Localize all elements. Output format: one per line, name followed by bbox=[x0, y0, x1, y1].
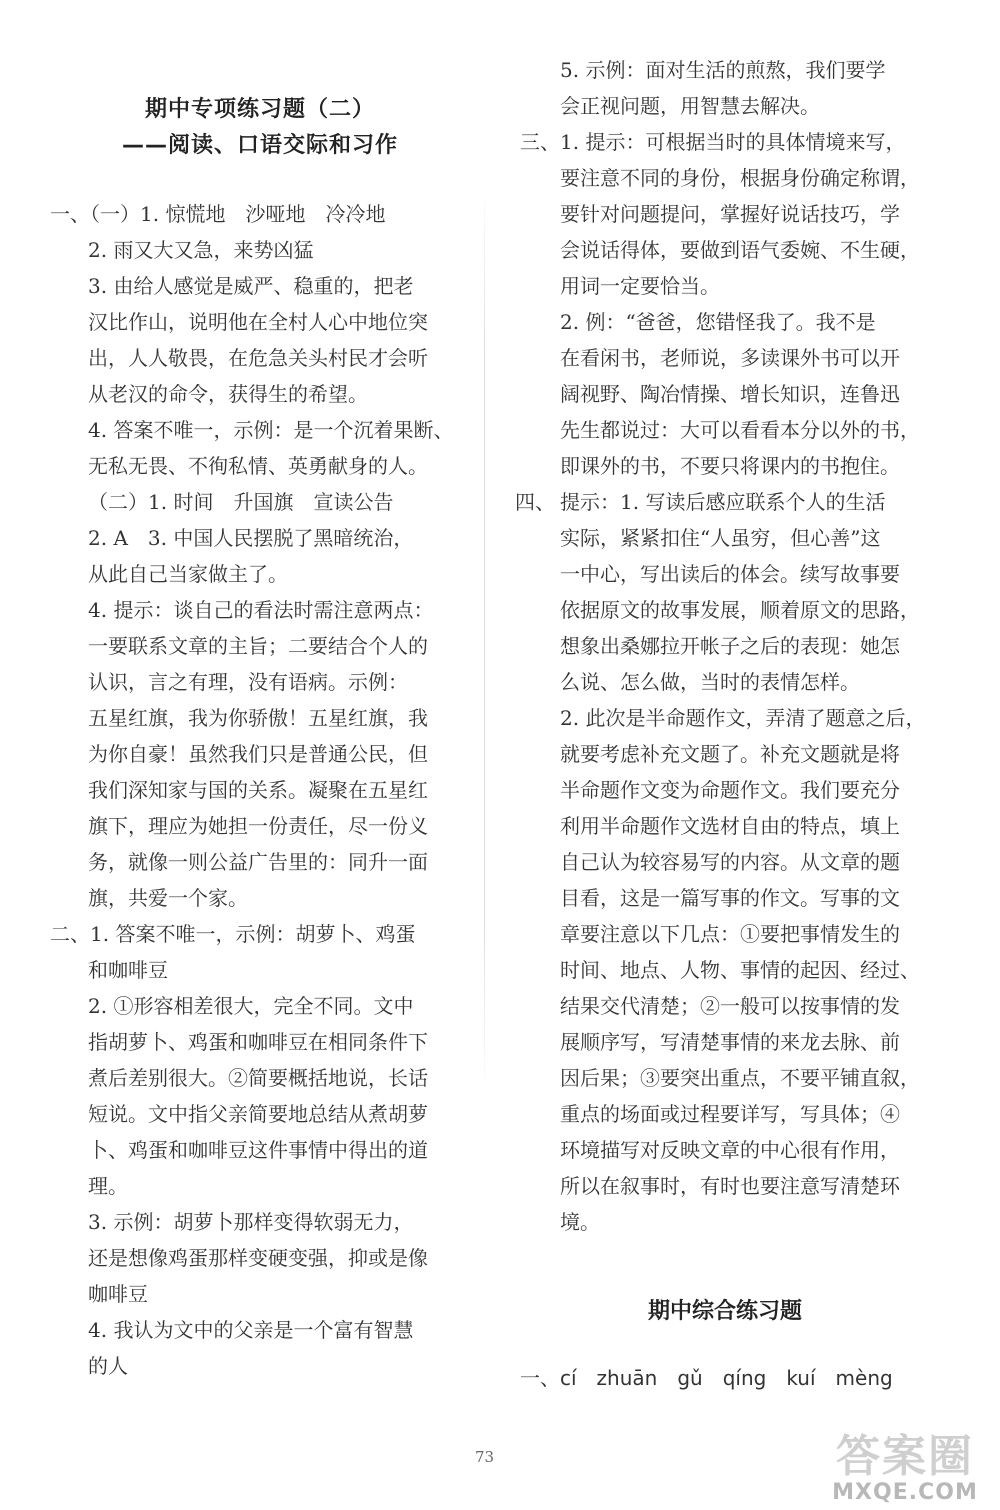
answer-line: 指胡萝卜、鸡蛋和咖啡豆在相同条件下 bbox=[88, 1030, 428, 1054]
answer-line: 2. ①形容相差很大，完全不同。文中 bbox=[88, 994, 414, 1018]
section-subtitle: ——阅读、口语交际和习作 bbox=[121, 133, 398, 158]
answer-line: 出，人人敬畏，在危急关头村民才会听 bbox=[88, 346, 428, 370]
answer-line: 5. 示例：面对生活的煎熬，我们要学 bbox=[560, 58, 886, 82]
answer-line: 半命题作文变为命题作文。我们要充分 bbox=[560, 778, 900, 802]
answer-line: 咖啡豆 bbox=[88, 1282, 148, 1306]
section-mark: 一、 bbox=[520, 1366, 560, 1390]
answer-line: 2. 雨又大又急，来势凶猛 bbox=[88, 238, 314, 262]
answer-line: 煮后差别很大。②简要概括地说，长话 bbox=[88, 1066, 428, 1090]
answer-line: 么说、怎么做，当时的表情怎样。 bbox=[560, 670, 860, 694]
answer-line: 会正视问题，用智慧去解决。 bbox=[560, 94, 820, 118]
section-title-midterm: 期中综合练习题 bbox=[647, 1299, 802, 1324]
answer-line: 短说。文中指父亲简要地总结从煮胡萝 bbox=[88, 1102, 428, 1126]
answer-line: 3. 由给人感觉是威严、稳重的，把老 bbox=[88, 274, 414, 298]
answer-line: 就要考虑补充文题了。补充文题就是将 bbox=[560, 742, 900, 766]
watermark-site: MXQE.COM bbox=[832, 1480, 978, 1505]
answer-line: 要注意不同的身份，根据身份确定称谓， bbox=[560, 166, 920, 190]
answer-line: 认识，言之有理，没有语病。示例： bbox=[88, 670, 408, 694]
answer-line: 一要联系文章的主旨；二要结合个人的 bbox=[88, 634, 428, 658]
answer-line: 实际，紧紧扣住“人虽穷，但心善”这 bbox=[560, 526, 881, 550]
answer-line: 想象出桑娜拉开帐子之后的表现：她怎 bbox=[560, 634, 900, 658]
answer-line: 即课外的书，不要只将课内的书抱住。 bbox=[560, 454, 900, 478]
answer-line: 时间、地点、人物、事情的起因、经过、 bbox=[560, 958, 920, 982]
section-title: 期中专项练习题（二） bbox=[144, 97, 375, 122]
answer-line: 依据原文的故事发展，顺着原文的思路， bbox=[560, 598, 920, 622]
answer-line: 为你自豪！虽然我们只是普通公民，但 bbox=[88, 742, 428, 766]
answer-line: 用词一定要恰当。 bbox=[560, 274, 720, 298]
answer-line: 一中心，写出读后的体会。续写故事要 bbox=[560, 562, 900, 586]
answer-line: 还是想像鸡蛋那样变硬变强，抑或是像 bbox=[88, 1246, 428, 1270]
answer-line: 从老汉的命令，获得生的希望。 bbox=[88, 382, 368, 406]
answer-line: （二）1. 时间 升国旗 宣读公告 bbox=[88, 490, 394, 514]
answer-line: 的人 bbox=[88, 1354, 128, 1378]
answer-line: 要针对问题提问，掌握好说话技巧，学 bbox=[560, 202, 900, 226]
answer-line: 在看闲书，老师说，多读课外书可以开 bbox=[560, 346, 900, 370]
answer-line: 环境描写对反映文章的中心很有作用， bbox=[560, 1138, 900, 1162]
answer-line: 务，就像一则公益广告里的：同升一面 bbox=[88, 850, 428, 874]
page-number: 73 bbox=[475, 1448, 495, 1466]
answer-line: 理。 bbox=[88, 1174, 128, 1198]
answer-line: 从此自己当家做主了。 bbox=[88, 562, 288, 586]
answer-line: 因后果；③要突出重点，不要平铺直叙， bbox=[560, 1066, 920, 1090]
answer-line: 重点的场面或过程要详写，写具体；④ bbox=[560, 1102, 900, 1126]
answer-line: 一、（一）1. 惊慌地 沙哑地 冷冷地 bbox=[50, 202, 386, 226]
answer-line: 目看，这是一篇写事的作文。写事的文 bbox=[560, 886, 900, 910]
answer-line: 自己认为较容易写的内容。从文章的题 bbox=[560, 850, 900, 874]
watermark bbox=[820, 1420, 990, 1505]
answer-line: 我们深知家与国的关系。凝聚在五星红 bbox=[88, 778, 428, 802]
watermark-logo: 答案圈 bbox=[836, 1431, 974, 1482]
answer-line: 2. 此次是半命题作文，弄清了题意之后， bbox=[560, 706, 926, 730]
answer-line: 先生都说过：大可以看看本分以外的书， bbox=[560, 418, 920, 442]
section-mark: 三、 bbox=[520, 130, 560, 154]
answer-line: 4. 答案不唯一，示例：是一个沉着果断、 bbox=[88, 418, 454, 442]
answer-line: 二、1. 答案不唯一，示例：胡萝卜、鸡蛋 bbox=[50, 922, 416, 946]
answer-line: 五星红旗，我为你骄傲！五星红旗，我 bbox=[88, 706, 428, 730]
answer-line: 和咖啡豆 bbox=[88, 958, 168, 982]
answer-line: 提示：1. 写读后感应联系个人的生活 bbox=[560, 490, 886, 514]
column-divider bbox=[484, 180, 485, 1100]
section-mark: 四、 bbox=[515, 490, 555, 514]
answer-line: 无私无畏、不徇私情、英勇献身的人。 bbox=[88, 454, 428, 478]
answer-line: 2. A 3. 中国人民摆脱了黑暗统治， bbox=[88, 526, 414, 550]
answer-line: 境。 bbox=[560, 1210, 600, 1234]
answer-line: 4. 提示：谈自己的看法时需注意两点： bbox=[88, 598, 434, 622]
answer-line: 章要注意以下几点：①要把事情发生的 bbox=[560, 922, 900, 946]
answer-line: 汉比作山，说明他在全村人心中地位突 bbox=[88, 310, 428, 334]
answer-line: 卜、鸡蛋和咖啡豆这件事情中得出的道 bbox=[88, 1138, 428, 1162]
answer-line: 利用半命题作文选材自由的特点，填上 bbox=[560, 814, 900, 838]
answer-line: 旗，共爱一个家。 bbox=[88, 886, 248, 910]
answer-line: 1. 提示：可根据当时的具体情境来写， bbox=[560, 130, 906, 154]
answer-line: 旗下，理应为她担一份责任，尽一份义 bbox=[88, 814, 428, 838]
answer-line: 展顺序写，写清楚事情的来龙去脉、前 bbox=[560, 1030, 900, 1054]
answer-line: 阔视野、陶冶情操、增长知识，连鲁迅 bbox=[560, 382, 900, 406]
answer-line: 3. 示例：胡萝卜那样变得软弱无力， bbox=[88, 1210, 414, 1234]
answer-line: 4. 我认为文中的父亲是一个富有智慧 bbox=[88, 1318, 414, 1342]
answer-line: 结果交代清楚；②一般可以按事情的发 bbox=[560, 994, 900, 1018]
answer-line: 所以在叙事时，有时也要注意写清楚环 bbox=[560, 1174, 900, 1198]
answer-line: 会说话得体，要做到语气委婉、不生硬， bbox=[560, 238, 920, 262]
answer-line: 2. 例：“爸爸，您错怪我了。我不是 bbox=[560, 310, 876, 334]
pinyin-answers: cí zhuān gǔ qíng kuí mèng bbox=[560, 1366, 893, 1390]
